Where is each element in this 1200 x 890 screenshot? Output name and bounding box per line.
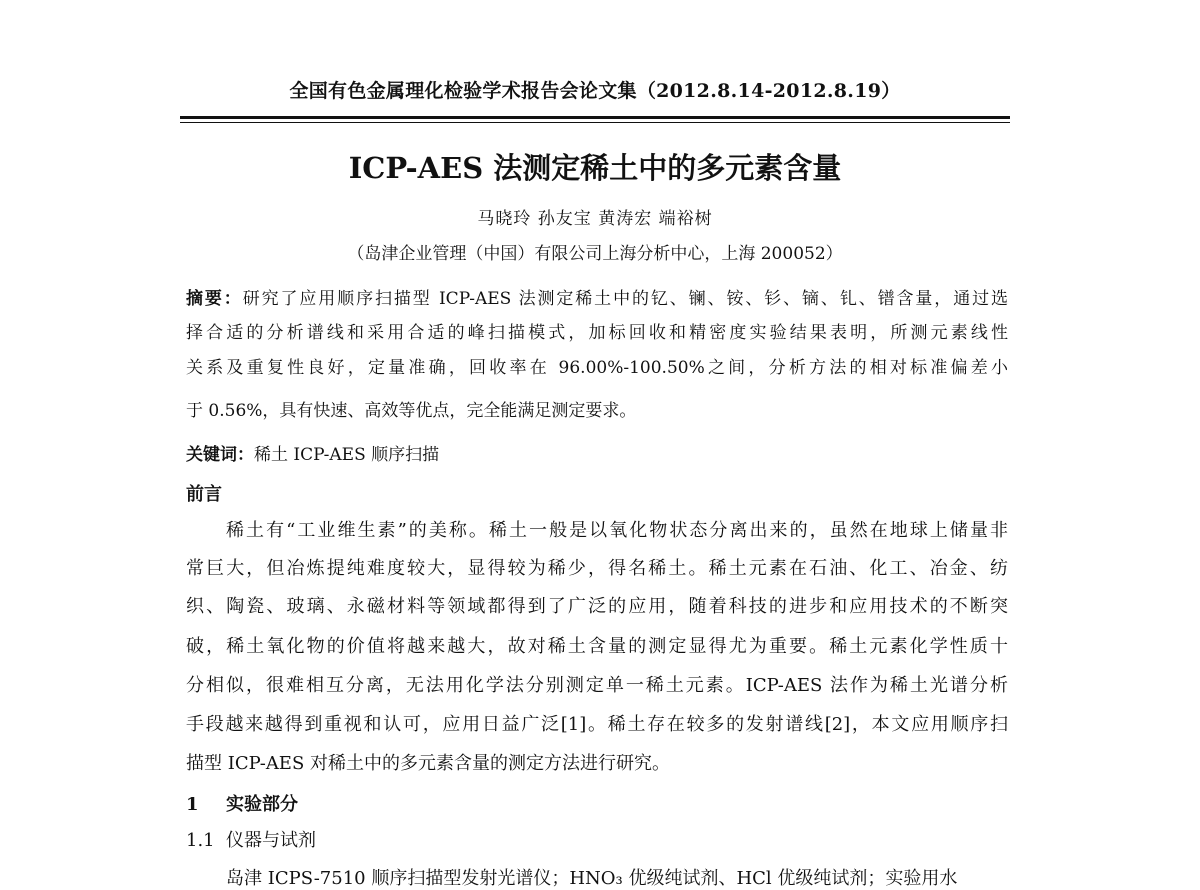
abstract-line-2: 择合适的分析谱线和采用合适的峰扫描模式，加标回收和精密度实验结果表明，所测元素线性 xyxy=(186,323,1008,343)
section-1-1-line-1: 岛津 ICPS-7510 顺序扫描型发射光谱仪；HNO₃ 优级纯试剂、HCl 优级纯试剂；实验用水 xyxy=(226,868,958,889)
abstract-line-4: 于 0.56%，具有快速、高效等优点，完全能满足测定要求。 xyxy=(186,401,637,421)
intro-line-3: 织、陶瓷、玻璃、永磁材料等领域都得到了广泛的应用，随着科技的进步和应用技术的不断突 xyxy=(186,596,1008,617)
header-rule-thin xyxy=(180,122,1010,123)
intro-line-6: 手段越来越得到重视和认可，应用日益广泛[1]。稀土存在较多的发射谱线[2]，本文应用顺序扫 xyxy=(186,714,1008,735)
keywords-label: 关键词： xyxy=(186,445,254,465)
intro-line-4: 破，稀土氧化物的价值将越来越大，故对稀土含量的测定显得尤为重要。稀土元素化学性质十 xyxy=(186,636,1008,657)
keywords-text: 稀土 ICP-AES 顺序扫描 xyxy=(254,445,440,465)
paper-affiliation: （岛津企业管理（中国）有限公司上海分析中心，上海 200052） xyxy=(347,244,843,264)
running-head: 全国有色金属理化检验学术报告会论文集（2012.8.14-2012.8.19） xyxy=(289,80,901,102)
header-rule-thick xyxy=(180,116,1010,119)
intro-heading: 前言 xyxy=(186,484,222,505)
abstract-label: 摘要： xyxy=(186,289,243,309)
paper-authors: 马晓玲 孙友宝 黄涛宏 端裕树 xyxy=(477,209,713,229)
intro-line-1: 稀土有“工业维生素”的美称。稀土一般是以氧化物状态分离出来的，虽然在地球上储量非 xyxy=(226,520,1008,541)
abstract-line-1: 摘要：研究了应用顺序扫描型 ICP-AES 法测定稀土中的钇、镧、铵、钐、镝、钆、镨含量，通过选 xyxy=(186,289,1008,309)
paper-title: ICP-AES 法测定稀土中的多元素含量 xyxy=(348,151,842,185)
section-1-1-number: 1.1 xyxy=(186,830,215,851)
section-1-1-heading xyxy=(186,826,316,852)
section-1-1-title: 仪器与试剂 xyxy=(226,830,316,851)
section-1-heading xyxy=(186,790,298,816)
section-1-title: 实验部分 xyxy=(226,794,298,815)
abstract-line-3: 关系及重复性良好，定量准确，回收率在 96.00%-100.50%之间，分析方法的相对标准偏差小 xyxy=(186,358,1008,378)
intro-line-2: 常巨大，但冶炼提纯难度较大，显得较为稀少，得名稀土。稀土元素在石油、化工、冶金、纺 xyxy=(186,558,1008,579)
intro-line-7: 描型 ICP-AES 对稀土中的多元素含量的测定方法进行研究。 xyxy=(186,753,671,774)
intro-line-5: 分相似，很难相互分离，无法用化学法分别测定单一稀土元素。ICP-AES 法作为稀土光谱分析 xyxy=(186,675,1008,696)
keywords xyxy=(186,440,439,465)
section-1-number: 1 xyxy=(186,794,199,815)
